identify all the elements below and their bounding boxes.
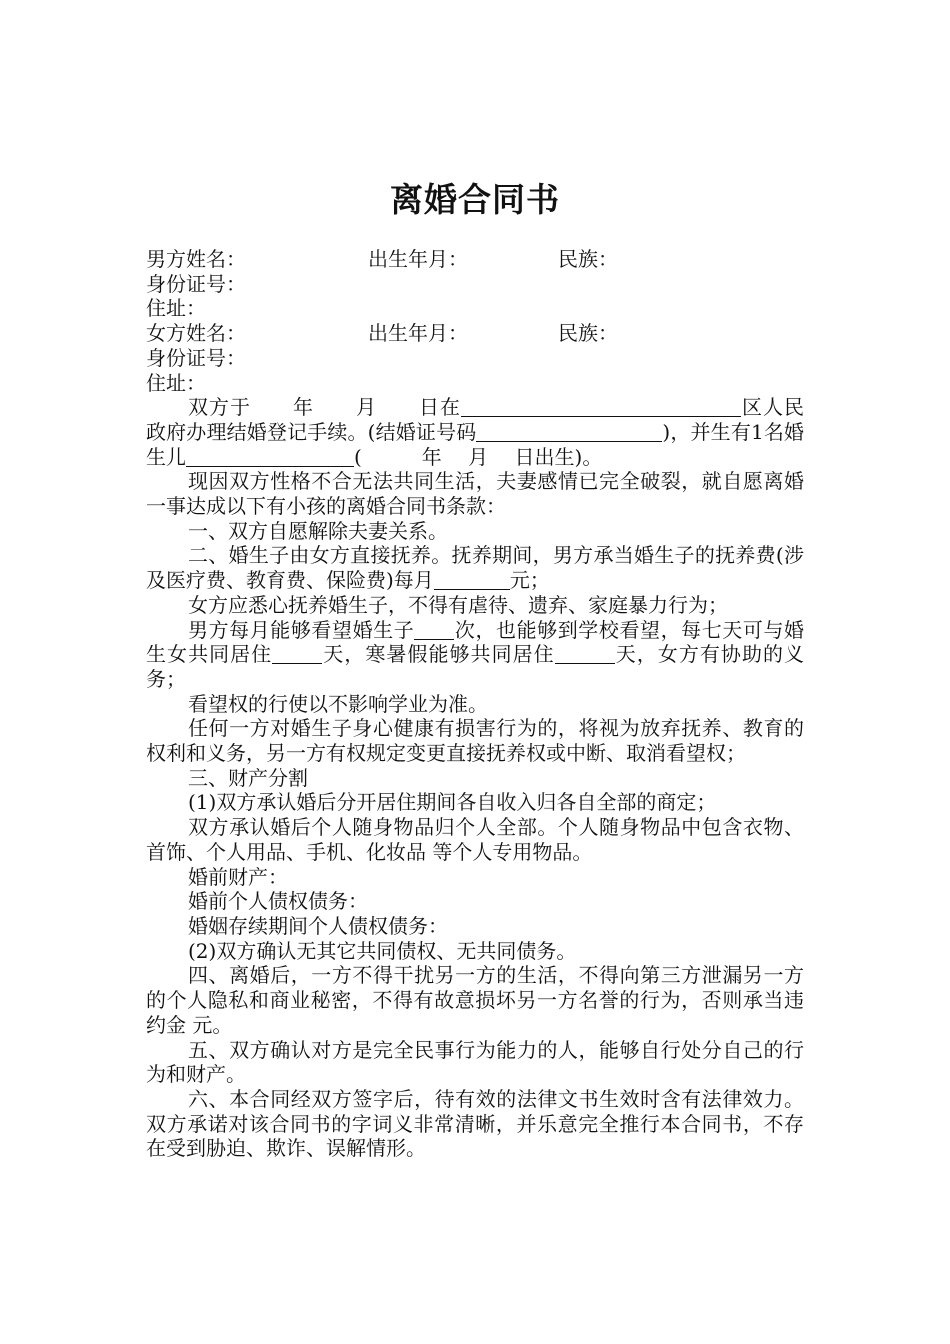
support-amount-blank xyxy=(434,569,510,590)
visitation-text-1: 男方每月能够看望婚生子 xyxy=(188,617,415,642)
intro-part-3: )，并生有1名婚生儿 xyxy=(146,419,804,469)
clause-3-marital-debt: 婚姻存续期间个人债权债务： xyxy=(188,913,448,938)
clause-2-visitation xyxy=(146,618,804,692)
female-name-label: 女方姓名： xyxy=(146,321,246,346)
registration-place-blank xyxy=(461,396,741,417)
female-birth-label: 出生年月： xyxy=(368,321,468,346)
clause-3-premarital-property: 婚前财产： xyxy=(188,864,288,889)
clause-2-support xyxy=(146,543,804,592)
document-title: 离婚合同书 xyxy=(390,180,560,219)
clause-3-no-common-debt: (2)双方确认无其它共同债权、无共同债务。 xyxy=(188,938,577,963)
intro-part-2: 区人民政府办理结婚登记手续。(结婚证号码 xyxy=(146,395,804,444)
certificate-number-blank xyxy=(476,421,662,442)
visit-count-blank xyxy=(414,619,454,640)
clause-3-belongings: 双方承认婚后个人随身物品归个人全部。个人随身物品中包含衣物、首饰、个人用品、手机、化妆品 等个人专用物品。 xyxy=(146,815,804,864)
clause-2-study: 看望权的行使以不影响学业为准。 xyxy=(188,691,488,716)
male-birth-label: 出生年月： xyxy=(368,247,468,271)
intro-paragraph xyxy=(146,395,804,469)
clause-5: 五、双方确认对方是完全民事行为能力的人，能够自行处分自己的行为和财产。 xyxy=(146,1037,804,1087)
male-id-label: 身份证号： xyxy=(146,271,246,296)
support-unit: 元； xyxy=(509,568,550,593)
visitation-text-4: 天，女方有协助的义务； xyxy=(146,642,805,691)
clause-3-income: (1)双方承认婚后分开居住期间各自收入归各自全部的商定； xyxy=(188,790,717,815)
intro-part-1: 双方于 年 月 日在 xyxy=(188,395,461,420)
support-text: 二、婚生子由女方直接抚养。抚养期间，男方承当婚生子的抚养费(涉及医疗费、教育费、保险费)每月 xyxy=(146,543,804,593)
clause-4: 四、离婚后，一方不得干扰另一方的生活，不得向第三方泄漏另一方的个人隐私和商业秘密，不得有故意损坏另一方名誉的行为，否则承当违约金 元。 xyxy=(146,963,804,1037)
female-info-row xyxy=(146,321,804,346)
female-id-label: 身份证号： xyxy=(146,345,246,370)
female-ethnicity-label: 民族： xyxy=(558,321,618,346)
clause-3-premarital-debt: 婚前个人债权债务： xyxy=(188,889,368,914)
holiday-days-blank xyxy=(555,643,615,664)
male-ethnicity-label: 民族： xyxy=(558,247,618,271)
document-body xyxy=(146,247,804,1161)
clause-2-care: 女方应悉心抚养婚生子，不得有虐待、遗弃、家庭暴力行为； xyxy=(188,592,728,617)
visitation-text-2: 次，也能够到学校看望，每七天可与婚生女共同居住 xyxy=(146,617,805,667)
preamble-paragraph: 现因双方性格不合无法共同生活，夫妻感情已完全破裂，就自愿离婚一事达成以下有小孩的离婚合同书条款： xyxy=(146,469,804,519)
clause-2-harm: 任何一方对婚生子身心健康有损害行为的，将视为放弃抚养、教育的权利和义务，另一方有权规定变更直接抚养权或中断、取消看望权； xyxy=(146,716,804,766)
visitation-text-3: 天，寒暑假能够共同居住 xyxy=(322,642,555,667)
clause-6: 六、本合同经双方签字后，待有效的法律文书生效时含有法律效力。双方承诺对该合同书的字词义非常清晰，并乐意完全推行本合同书，不存在受到胁迫、欺诈、误解情形。 xyxy=(146,1086,804,1161)
male-info-row xyxy=(146,247,804,272)
intro-part-4: ( 年 月 日出生)。 xyxy=(354,444,603,469)
clause-1: 一、双方自愿解除夫妻关系。 xyxy=(188,518,448,543)
weekly-days-blank xyxy=(272,643,322,664)
male-address-label: 住址： xyxy=(146,296,206,321)
male-name-label: 男方姓名： xyxy=(146,247,246,271)
child-name-blank xyxy=(186,446,354,467)
clause-3-heading: 三、财产分割 xyxy=(188,765,308,790)
female-address-label: 住址： xyxy=(146,370,206,395)
